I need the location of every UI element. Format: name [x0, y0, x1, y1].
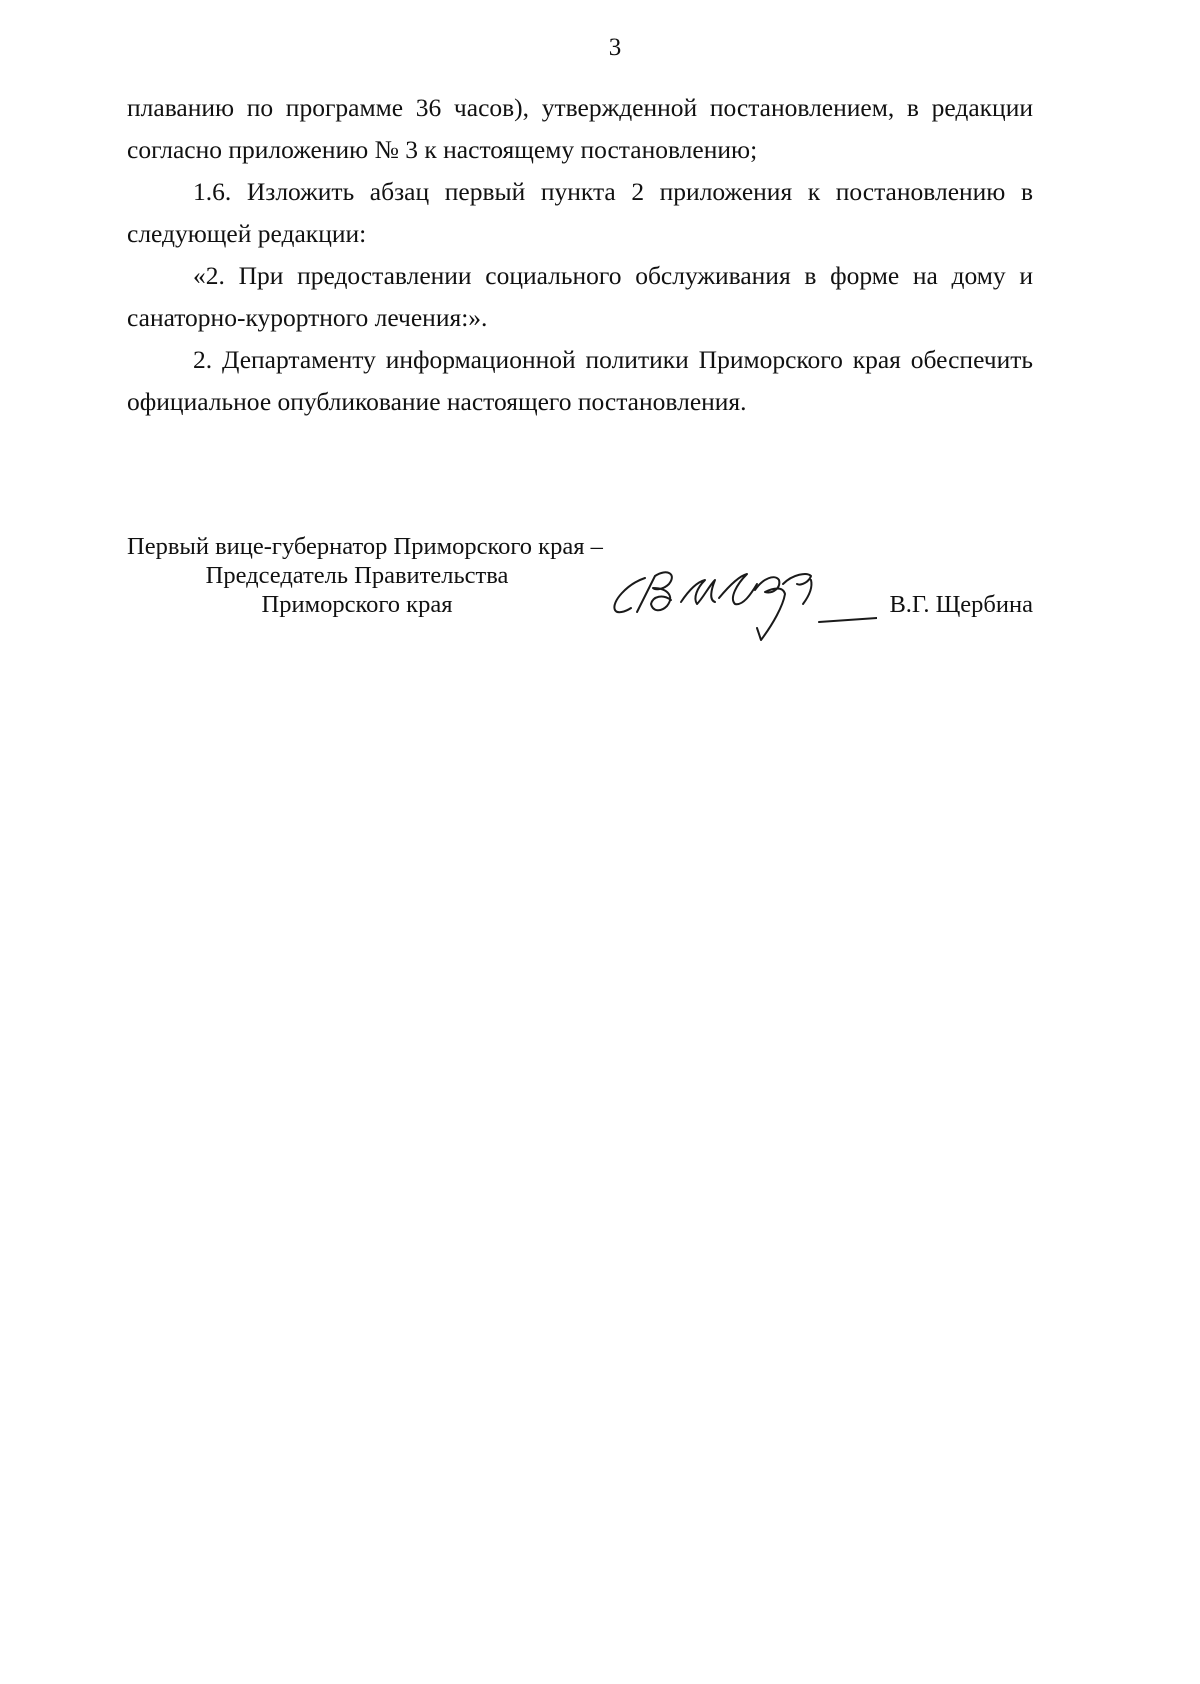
signatory-name: В.Г. Щербина	[889, 591, 1033, 618]
paragraph-item-2: 2. Департаменту информационной политики Приморского края обеспечить официальное опубликование настоящего постановления.	[127, 345, 1033, 416]
signatory-title	[127, 532, 647, 619]
signatory-title-line-1: Первый вице-губернатор Приморского края –	[127, 533, 603, 560]
handwritten-signature-icon	[597, 554, 877, 654]
paragraph-item-1-6: 1.6. Изложить абзац первый пункта 2 приложения к постановлению в следующей редакции:	[127, 177, 1033, 248]
signatory-title-line-3: Приморского края	[261, 591, 453, 618]
document-body	[127, 87, 1033, 423]
signature-block	[127, 532, 1037, 652]
paragraph-quoted-item-2: «2. При предоставлении социального обслуживания в форме на дому и санаторно-курортного лечения:».	[127, 261, 1033, 332]
paragraph-continuation-line-1: плаванию по программе 36 часов), утвержденной постановлением, в редакции	[127, 93, 1033, 122]
signatory-title-line-2: Председатель Правительства	[205, 562, 509, 589]
paragraph-continuation-line-2: согласно приложению № 3 к настоящему постановлению;	[127, 135, 758, 164]
page-number: 3	[608, 34, 622, 61]
